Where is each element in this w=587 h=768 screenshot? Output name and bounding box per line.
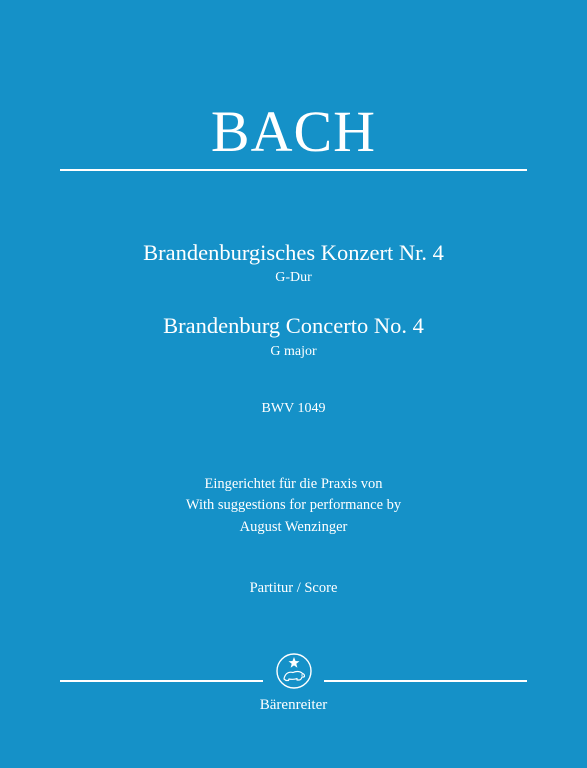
baerenreiter-bear-logo-icon bbox=[275, 652, 313, 690]
composer-name: BACH bbox=[210, 99, 377, 164]
publisher-name: Bärenreiter bbox=[259, 697, 328, 713]
bottom-divider-left bbox=[60, 680, 263, 682]
top-divider bbox=[60, 169, 527, 171]
arranged-by-english: With suggestions for performance by bbox=[185, 497, 402, 513]
key-german: G-Dur bbox=[275, 270, 312, 285]
catalogue-number: BWV 1049 bbox=[261, 401, 326, 416]
arranged-by-german: Eingerichtet für die Praxis von bbox=[204, 476, 383, 492]
edition-type: Partitur / Score bbox=[249, 580, 338, 596]
key-english: G major bbox=[270, 344, 317, 359]
editor-name: August Wenzinger bbox=[239, 519, 348, 535]
bottom-divider-right bbox=[324, 680, 527, 682]
title-english: Brandenburg Concerto No. 4 bbox=[163, 313, 424, 338]
title-german: Brandenburgisches Konzert Nr. 4 bbox=[143, 240, 444, 265]
